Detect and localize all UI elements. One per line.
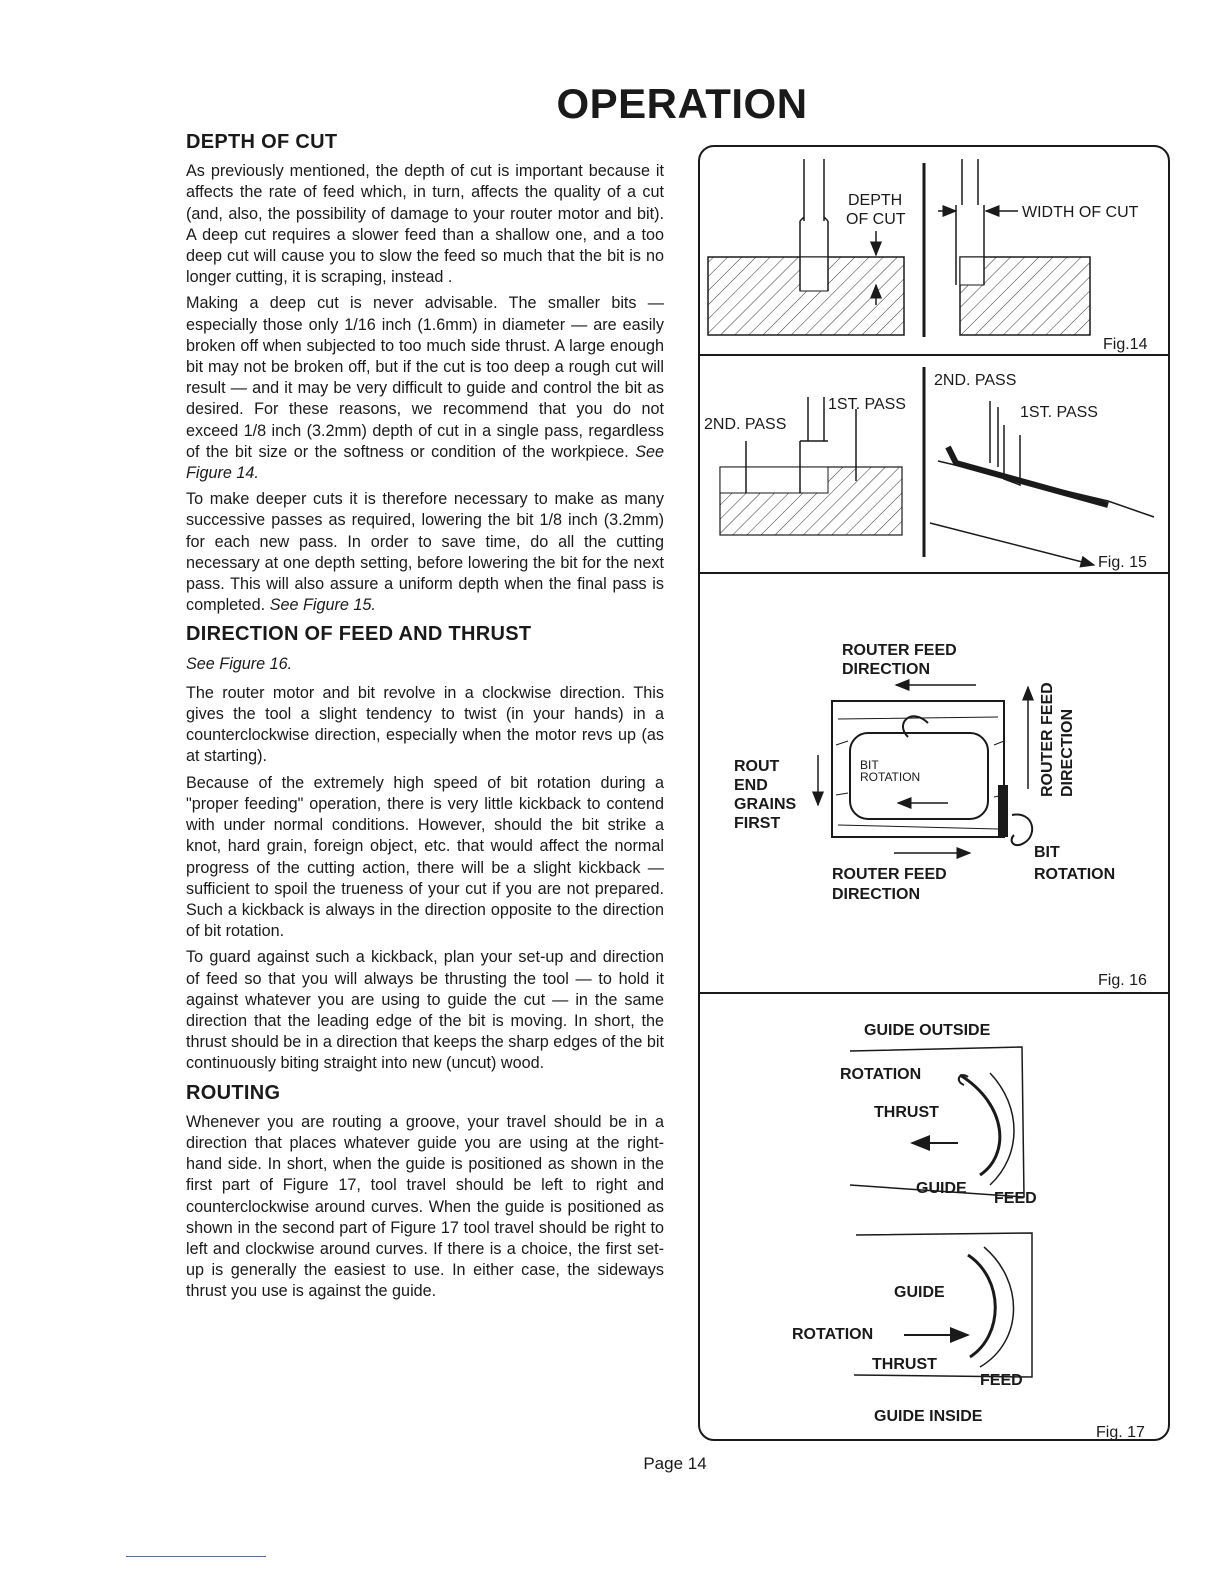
groove-curve — [968, 1255, 995, 1357]
first-pass-label: 1ST. PASS — [828, 396, 906, 413]
rout-end-grains-first-label: ROUT — [734, 758, 780, 775]
router-feed-direction-label: ROUTER FEED — [1039, 682, 1056, 797]
paragraph — [186, 489, 664, 616]
paragraph: As previously mentioned, the depth of cut is important because it affects the rate of feed which, in turn, affects the quality of a cut (and, also, the possibility of damage to your router motor and bit). A deep cut requires a slower feed than a shallow one, and a too deep cut will cause you to slow the feed so much that the bit is no longer cutting, it is scraping, instead . — [186, 162, 664, 287]
section-heading-depth-of-cut: DEPTH OF CUT — [186, 131, 338, 153]
figure-caption: Fig. 17 — [1096, 1424, 1145, 1441]
guide-inside-label: GUIDE INSIDE — [874, 1408, 983, 1425]
router-feed-direction-label: ROUTER FEED — [842, 642, 957, 659]
figure-14 — [708, 159, 1148, 353]
paragraph-text: To make deeper cuts it is therefore necessary to make as many successive passes as required, lowering the bit 1/8 inch (3.2mm) for each new pass. In order to save time, do all the cutting necessary at one depth setting, before lowering the bit for the next pass. This will also assure a uniform depth when the final pass is completed. — [186, 490, 664, 615]
router-feed-direction-label: DIRECTION — [842, 661, 930, 678]
thrust-label: THRUST — [874, 1104, 939, 1121]
bit-rotation-label: BIT — [860, 758, 879, 772]
footer-rule — [126, 1556, 266, 1557]
bit-rotation-label: ROTATION — [1034, 866, 1116, 883]
figure-caption: Fig. 16 — [1098, 972, 1147, 989]
first-pass-label: 1ST. PASS — [1020, 404, 1098, 421]
figure-16 — [734, 642, 1147, 989]
figure-17 — [792, 1022, 1145, 1441]
guide-label: GUIDE — [894, 1284, 945, 1301]
thrust-label: THRUST — [872, 1356, 937, 1373]
paragraph: Whenever you are routing a groove, your travel should be in a direction that places whatever guide you are using at the right-hand side. In short, when the guide is positioned as shown in the first part of Figure 17, tool travel should be left to right and counterclockwise around curves. When the guide is positioned as shown in the second part of Figure 17 tool travel should be right to left and clockwise around curves. If there is a choice, the first set-up is generally the easiest to use. In either case, the sideways thrust you use is against the guide. — [186, 1112, 664, 1301]
router-feed-direction-label: ROUTER FEED — [832, 866, 947, 883]
page-number: Page 14 — [643, 1454, 707, 1473]
second-pass-label: 2ND. PASS — [704, 416, 787, 433]
router-feed-direction-label: DIRECTION — [1059, 709, 1076, 797]
guide-label: GUIDE — [916, 1180, 967, 1197]
second-pass-label: 2ND. PASS — [934, 372, 1017, 389]
depth-of-cut-label: OF CUT — [846, 211, 906, 228]
figure-reference: See Figure 14. — [186, 442, 664, 483]
rout-end-grains-first-label: END — [734, 777, 768, 794]
paragraph: Because of the extremely high speed of bit rotation during a "proper feeding" operation, there is very little kickback to contend with under normal conditions. However, should the bit strike a knot, hard grain, foreign object, etc. that would affect the normal progress of the cutting action, there will be a slight kickback — sufficient to spoil the trueness of your cut if you are not prepared. Such a kickback is always in the direction opposite to the direction of bit rotation. — [186, 773, 664, 941]
paragraph-text: Making a deep cut is never advisable. The smaller bits — especially those only 1/16 inch (1.6mm) in diameter — are easily broken off when subjected to too much side thrust. A large enough bit may not be broken off, but if the cut is too deep a rough cut will result — and it may be very difficult to guide and control the bit as desired. For these reasons, we recommend that you do not exceed 1/8 inch (3.2mm) depth of cut in a single pass, regardless of the bit size or the softness or condition of the workpiece. — [186, 294, 664, 461]
bit-rotation-label: ROTATION — [860, 770, 921, 784]
rout-end-grains-first-label: FIRST — [734, 815, 781, 832]
paragraph — [186, 293, 664, 484]
paragraph: The router motor and bit revolve in a clockwise direction. This gives the tool a slight tendency to twist (in your hands) in a counterclockwise direction, especially when the motor revs up (as at starting). — [186, 683, 664, 766]
feed-label: FEED — [994, 1190, 1037, 1207]
rout-end-grains-first-label: GRAINS — [734, 796, 797, 813]
figure-caption: Fig.14 — [1103, 336, 1148, 353]
section-heading-direction-of-feed: DIRECTION OF FEED AND THRUST — [186, 623, 532, 646]
figure-reference: See Figure 16. — [186, 654, 293, 673]
rotation-label: ROTATION — [840, 1066, 922, 1083]
guide-outside-label: GUIDE OUTSIDE — [864, 1022, 991, 1039]
page-title: OPERATION — [556, 80, 808, 127]
groove-curve — [960, 1075, 1000, 1175]
figure-reference: See Figure 15. — [269, 596, 376, 615]
section-heading-routing: ROUTING — [186, 1081, 281, 1104]
feed-label: FEED — [980, 1372, 1023, 1389]
router-feed-direction-label: DIRECTION — [832, 886, 920, 903]
rotation-label: ROTATION — [792, 1326, 874, 1343]
figure-panel — [698, 145, 1170, 1441]
paragraph: To guard against such a kickback, plan your set-up and direction of feed so that you will always be thrusting the tool — to hold it against whatever you are using to guide the cut — in the same direction that the leading edge of the bit is moving. In short, the thrust should be in a direction that keeps the sharp edges of the bit continuously biting straight into new (uncut) wood. — [186, 948, 664, 1073]
text-column — [186, 132, 664, 1308]
bit-rotation-label: BIT — [1034, 844, 1060, 861]
width-of-cut-label: WIDTH OF CUT — [1022, 204, 1139, 221]
figure-15 — [704, 367, 1154, 571]
depth-of-cut-label: DEPTH — [848, 192, 903, 209]
rotation-icon — [1012, 815, 1033, 846]
figure-caption: Fig. 15 — [1098, 554, 1147, 571]
